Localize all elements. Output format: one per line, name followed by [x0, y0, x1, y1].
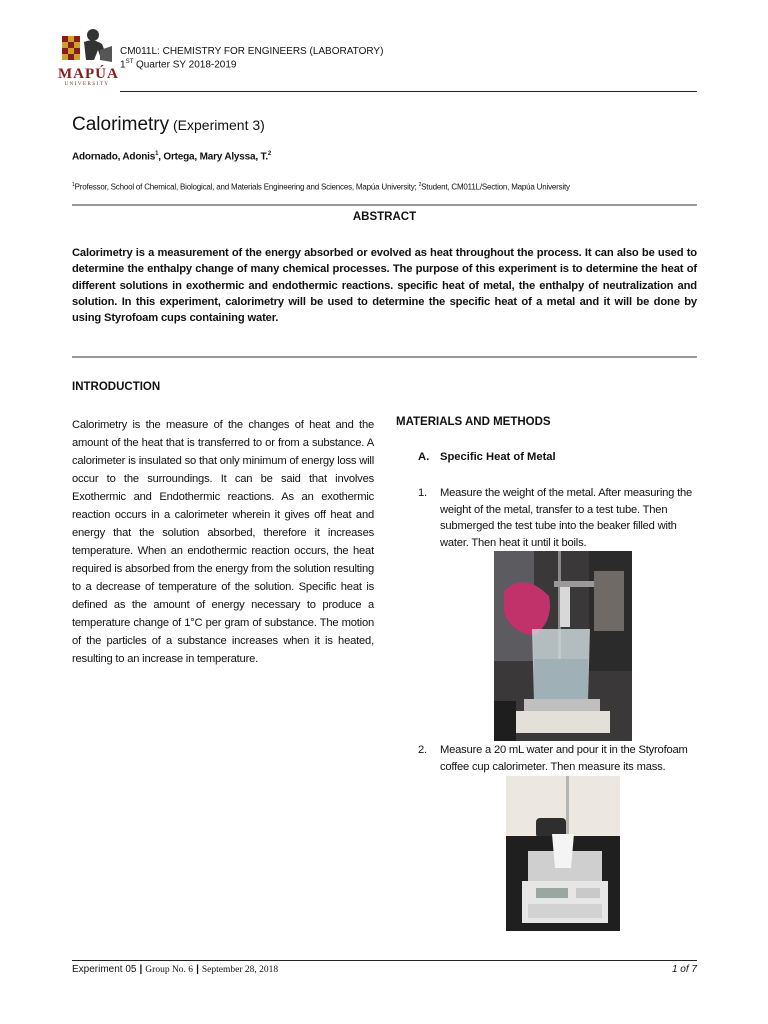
abstract-text: Calorimetry is a measurement of the energy absorbed or evolved as heat throughout the process. It can also be used to determine the enthalpy change of many chemical processes. The purpose of this experiment is to determine the heat of different solutions in exothermic and endothermic reactions. specific heat of metal, the enthalpy of neutralization and solution. In this experiment, calorimetry will be used to determine the specific heat of a metal and it will be done by using Styrofoam cups containing water. [72, 247, 697, 325]
step-number: 2. [418, 744, 427, 756]
introduction-heading: INTRODUCTION [72, 381, 161, 393]
footer-experiment: Experiment 05 [72, 964, 137, 975]
step-text: Measure the weight of the metal. After measuring the weight of the metal, transfer to a test tube. Then submerged the test tube into the beaker filled with water. Then heat it until it boils. [440, 487, 693, 549]
school-year: 1ST Quarter SY 2018-2019 [120, 59, 237, 71]
scale-photo-illustration [506, 776, 620, 931]
author-list: Adornado, Adonis$^1$, Ortega, Mary Alyssa, T.$^2$ [72, 151, 272, 163]
introduction-text: Calorimetry is the measure of the changes of heat and the amount of the heat that is transferred to or from a substance. A calorimeter is insulated so that only minimum of energy loss will occur to the surroundings. It can be said that involves Exothermic and Endothermic reactions. As an exothermic reaction occurs in a calorimeter wherein it gives off heat and energy that the solution absorbed, therefore it increases temperature. When an endothermic reaction occurs, the heat required is absorbed from the energy from the solution resulting to a decrease of temperature of the solution. Specific heat is defined as the amount of energy necessary to produce a temperature change of 1°C per gram of substance. The motion of the particles of a substance increases when it is heated, resulting to an increase in temperature. [72, 419, 374, 665]
page-number: 1 of 7 [671, 964, 697, 975]
abstract-heading: ABSTRACT [352, 211, 417, 223]
university-seal-icon [60, 26, 114, 66]
method-step [418, 485, 698, 551]
university-logo [58, 26, 119, 92]
abstract-top-divider [72, 204, 697, 206]
abstract-bottom-divider [72, 356, 697, 358]
logo-wordmark: MAPÚA [58, 66, 119, 82]
course-title: CM011L: CHEMISTRY FOR ENGINEERS (LABORATORY) [120, 46, 384, 57]
footer-info: Experiment 05 | Group No. 6 | September 28, 2018 [72, 964, 279, 975]
beaker-photo-illustration [494, 551, 632, 741]
step-text: Measure a 20 mL water and pour it in the Styrofoam coffee cup calorimeter. Then measure its mass. [440, 744, 688, 773]
affiliations: $^1$Professor, School of Chemical, Biological, and Materials Engineering and Sciences, Mapúa University; $^2$Student, CM011L/Section, Mapúa University [72, 182, 570, 192]
methods-heading: MATERIALS AND METHODS [396, 416, 551, 428]
header-divider [120, 91, 697, 92]
footer-date: September 28, 2018 [201, 965, 279, 975]
footer-group: Group No. 6 [145, 965, 194, 975]
step-number: 1. [418, 487, 427, 499]
method-section-a-heading: A. Specific Heat of Metal [418, 451, 556, 463]
paper-title: Calorimetry (Experiment 3) [72, 114, 265, 135]
method-step [418, 742, 698, 775]
logo-subtitle: UNIVERSITY [64, 82, 110, 87]
footer-divider [72, 960, 697, 961]
beaker-heating-photo [494, 551, 632, 741]
calorimeter-scale-photo [506, 776, 620, 931]
